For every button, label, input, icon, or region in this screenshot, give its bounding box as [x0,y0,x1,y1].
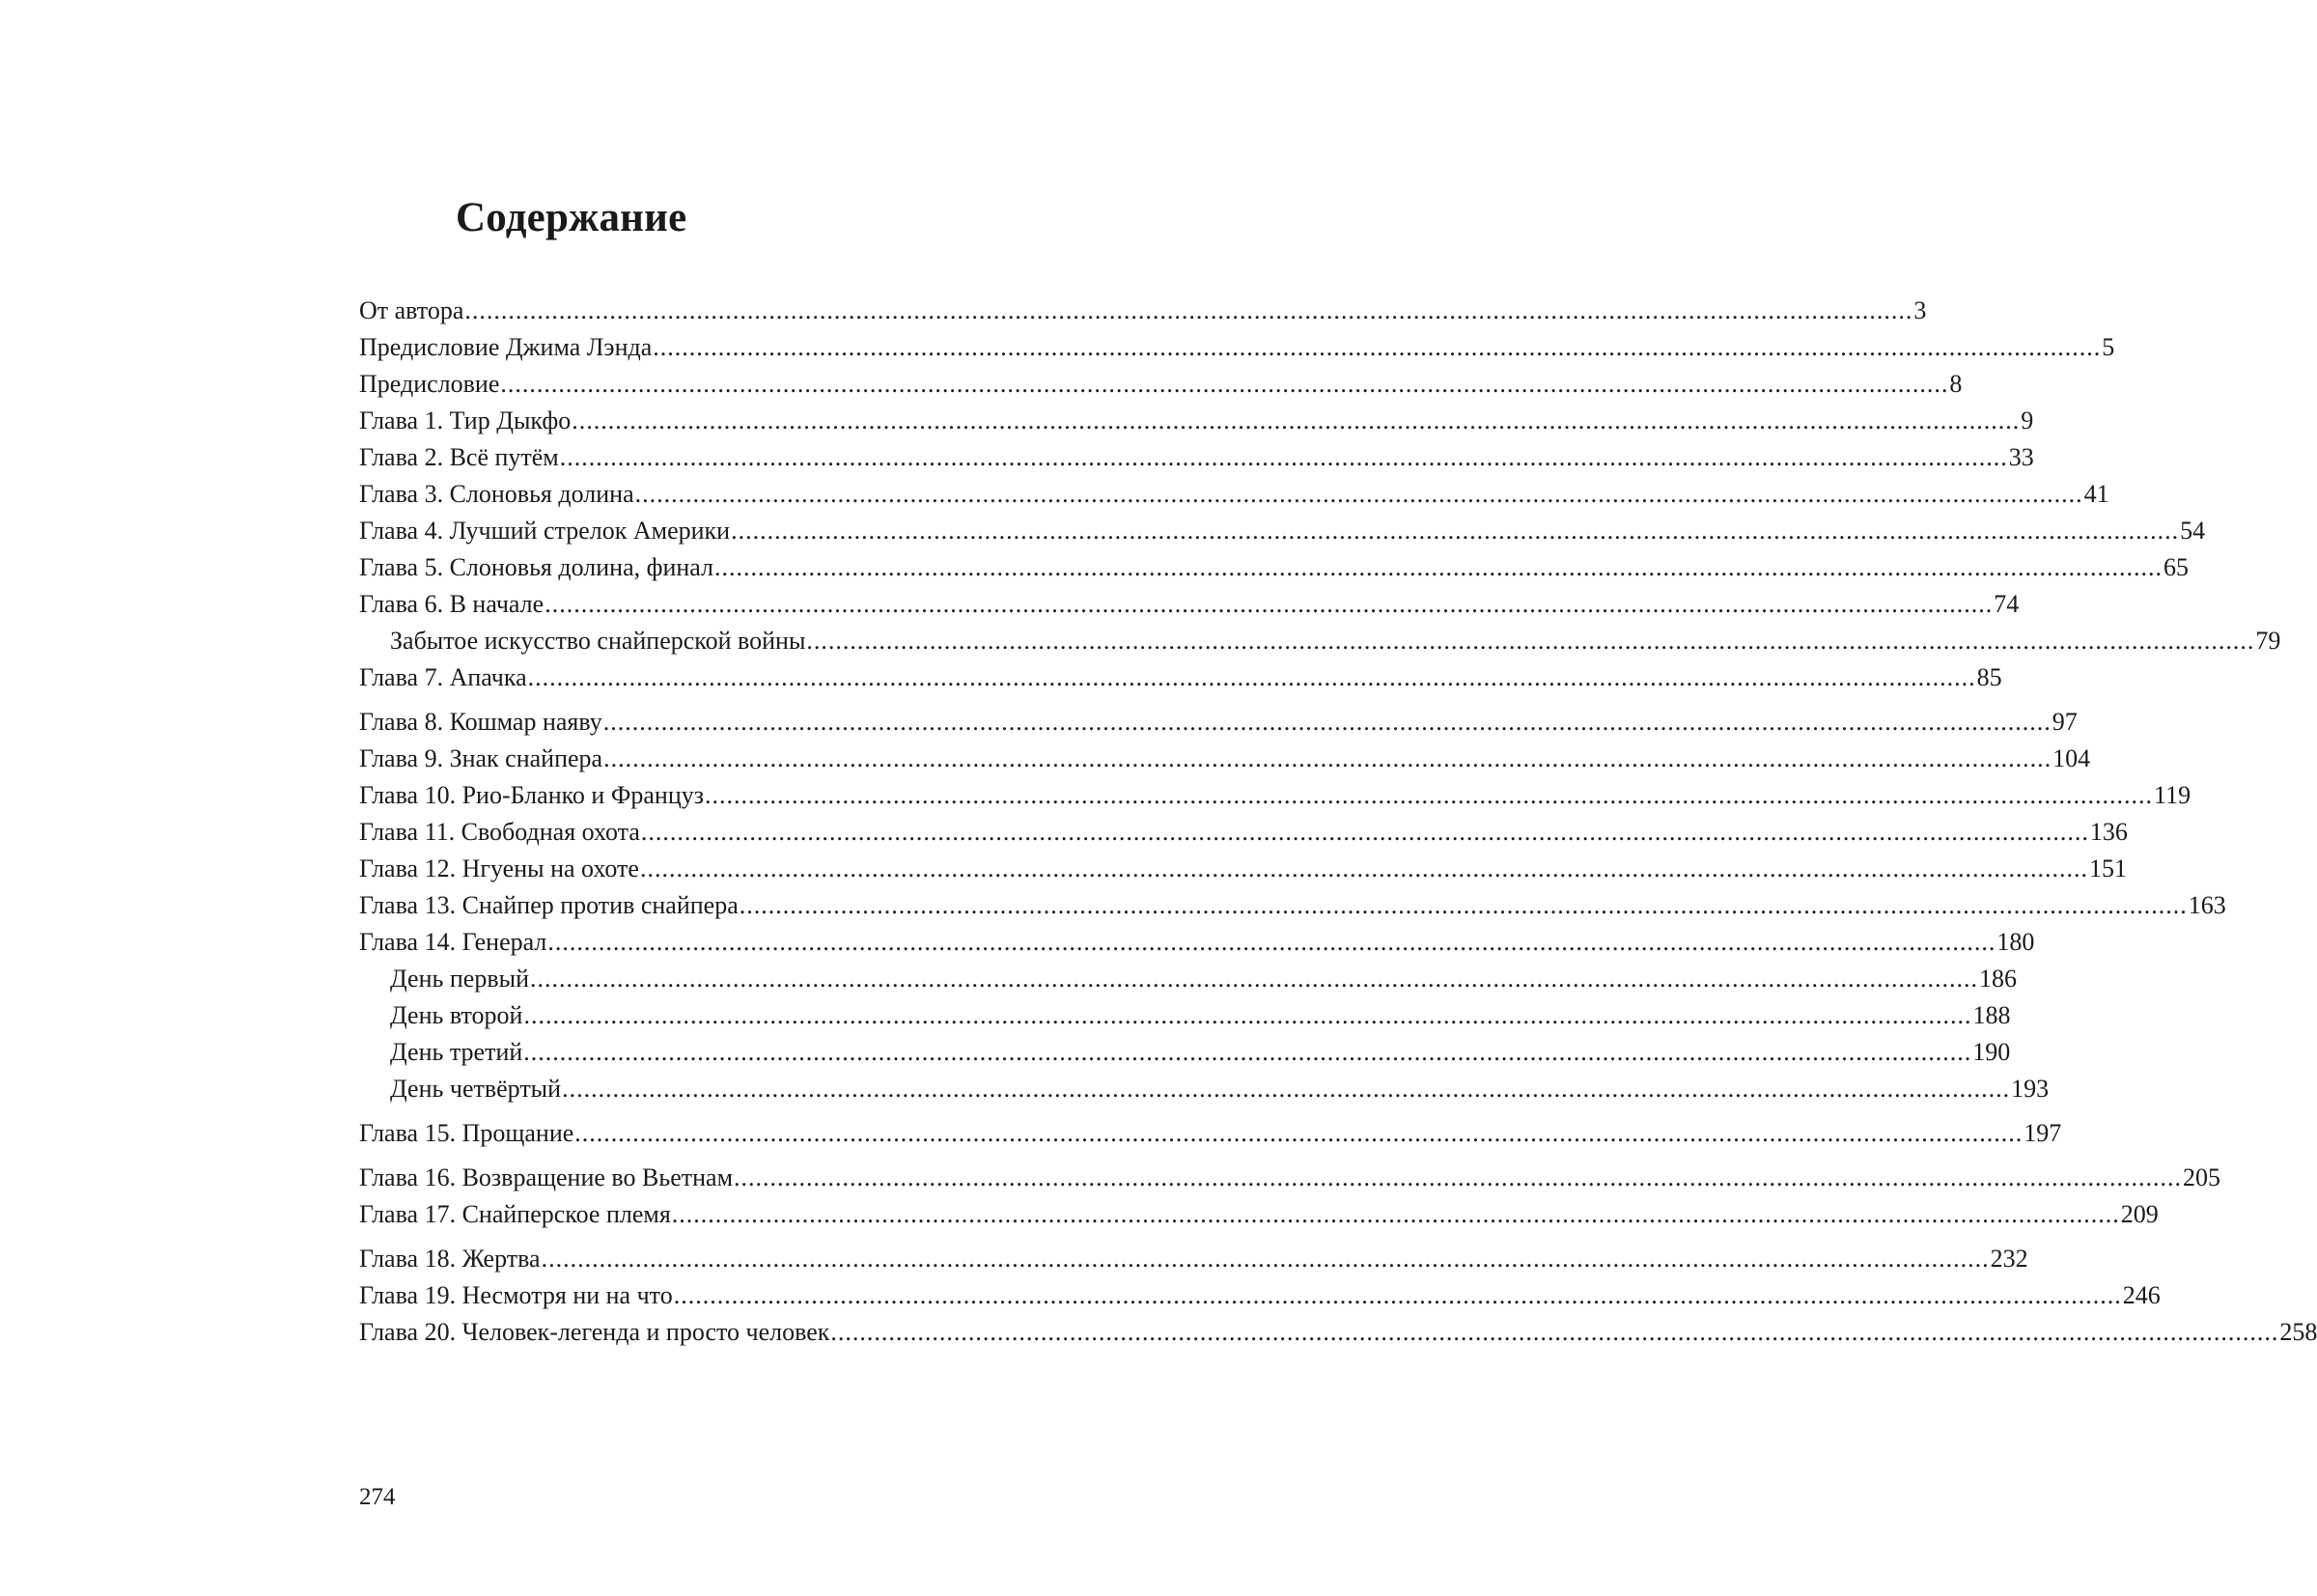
toc-entry-label: Глава 13. Снайпер против снайпера [359,891,739,919]
toc-leader-dots: ........................................................................................................................................................................................................ [653,333,2102,361]
toc-leader-dots: ........................................................................................................................................................................................................ [559,443,2008,471]
toc-entry-page: 9 [2021,406,2034,434]
toc-entry-page: 232 [1990,1245,2028,1273]
toc-entry [359,1314,2317,1351]
toc-entry-page: 197 [2024,1119,2062,1147]
toc-leader-dots: ........................................................................................................................................................................................................ [602,708,2052,736]
toc-leader-dots: ........................................................................................................................................................................................................ [830,1318,2279,1346]
toc-leader-dots: ........................................................................................................................................................................................................ [714,553,2163,581]
toc-entry [359,293,1927,329]
toc-entry-page: 33 [2008,443,2034,471]
toc-leader-dots: ........................................................................................................................................................................................................ [544,590,1994,618]
toc-entry-label: От автора [359,296,464,324]
toc-subentry [359,1034,2011,1071]
toc-entry [359,1160,2221,1196]
toc-entry-label: День второй [390,1001,523,1029]
toc-leader-dots: ........................................................................................................................................................................................................ [640,818,2089,846]
toc-leader-dots: ........................................................................................................................................................................................................ [574,1119,2024,1147]
page-number: 274 [359,1484,396,1510]
toc-subentry [359,1071,2050,1107]
toc-entry-label: Глава 12. Нгуены на охоте [359,854,639,882]
toc-entry-page: 190 [1972,1038,2011,1066]
toc-leader-dots: ........................................................................................................................................................................................................ [806,627,2255,655]
toc-entry-page: 163 [2188,891,2226,919]
toc-leader-dots: ........................................................................................................................................................................................................ [523,1001,1972,1029]
toc-entry-page: 85 [1976,663,2002,691]
toc-leader-dots: ........................................................................................................................................................................................................ [572,406,2021,434]
toc-entry-label: Глава 6. В начале [359,590,544,618]
toc-entry-label: Глава 11. Свободная охота [359,818,640,846]
toc-entry-page: 3 [1913,296,1927,324]
toc-entry-page: 65 [2163,553,2190,581]
toc-entry [359,366,1963,403]
toc-leader-dots: ........................................................................................................................................................................................................ [634,480,2083,508]
toc-entry [359,549,2190,586]
toc-entry-page: 188 [1972,1001,2011,1029]
toc-entry [359,1277,2161,1314]
toc-entry-page: 151 [2088,854,2127,882]
toc-leader-dots: ........................................................................................................................................................................................................ [639,854,2088,882]
toc-entry-page: 246 [2122,1281,2161,1309]
toc-leader-dots: ........................................................................................................................................................................................................ [734,1163,2183,1191]
toc-leader-dots: ........................................................................................................................................................................................................ [529,965,1978,993]
toc-entry-page: 41 [2083,480,2109,508]
toc-entry-label: Глава 9. Знак снайпера [359,744,603,772]
toc-entry-page: 54 [2180,517,2206,545]
toc-entry-label: Глава 5. Слоновья долина, финал [359,553,714,581]
toc-entry-label: Глава 15. Прощание [359,1119,574,1147]
toc-entry [359,924,2035,961]
toc-entry [359,439,2034,476]
toc-entry [359,476,2109,513]
toc-entry-label: Глава 8. Кошмар наяву [359,708,602,736]
toc-entry-page: 8 [1949,370,1963,398]
toc-leader-dots: ........................................................................................................................................................................................................ [673,1281,2122,1309]
toc-leader-dots: ........................................................................................................................................................................................................ [500,370,1949,398]
toc-entry-page: 209 [2120,1200,2159,1228]
toc-entry-page: 119 [2154,781,2191,809]
toc-leader-dots: ........................................................................................................................................................................................................ [731,517,2180,545]
toc-entry [359,659,2002,696]
toc-entry-label: Предисловие Джима Лэнда [359,333,653,361]
toc-entry [359,704,2078,741]
toc-entry-label: День третий [390,1038,523,1066]
toc-entry-label: Глава 19. Несмотря ни на что [359,1281,673,1309]
toc-leader-dots: ........................................................................................................................................................................................................ [541,1245,1990,1273]
table-of-contents [359,293,2317,1351]
toc-entry [359,741,2091,777]
toc-entry-label: Глава 18. Жертва [359,1245,541,1273]
toc-leader-dots: ........................................................................................................................................................................................................ [603,744,2052,772]
toc-entry [359,329,2115,366]
toc-entry [359,1241,2028,1277]
toc-entry-page: 5 [2102,333,2115,361]
toc-leader-dots: ........................................................................................................................................................................................................ [523,1038,1972,1066]
toc-entry-label: Глава 16. Возвращение во Вьетнам [359,1163,734,1191]
toc-subentry [359,997,2011,1034]
toc-entry-page: 74 [1994,590,2020,618]
toc-entry-label: Глава 2. Всё путём [359,443,559,471]
toc-entry [359,513,2206,549]
toc-entry-label: Предисловие [359,370,500,398]
toc-leader-dots: ........................................................................................................................................................................................................ [739,891,2188,919]
toc-entry-page: 258 [2279,1318,2317,1346]
toc-subentry [359,623,2281,659]
toc-entry-page: 205 [2183,1163,2221,1191]
toc-leader-dots: ........................................................................................................................................................................................................ [464,296,1913,324]
toc-entry-page: 193 [2011,1075,2050,1103]
toc-entry-label: День четвёртый [390,1075,562,1103]
page-title: Содержание [456,195,687,240]
toc-entry-page: 97 [2052,708,2078,736]
toc-leader-dots: ........................................................................................................................................................................................................ [547,928,1996,956]
toc-entry-label: Глава 20. Человек-легенда и просто человек [359,1318,830,1346]
toc-entry [359,851,2127,887]
toc-entry-label: День первый [390,965,529,993]
toc-entry-label: Глава 1. Тир Дыкфо [359,406,572,434]
toc-entry-page: 136 [2089,818,2128,846]
toc-entry [359,586,2020,623]
toc-entry-label: Забытое искусство снайперской войны [390,627,806,655]
toc-entry-label: Глава 10. Рио-Бланко и Француз [359,781,705,809]
toc-entry [359,887,2226,924]
toc-subentry [359,961,2017,997]
toc-entry-label: Глава 17. Снайперское племя [359,1200,671,1228]
toc-entry-page: 186 [1978,965,2017,993]
toc-leader-dots: ........................................................................................................................................................................................................ [527,663,1976,691]
toc-entry [359,814,2128,851]
toc-leader-dots: ........................................................................................................................................................................................................ [705,781,2154,809]
toc-entry-page: 79 [2255,627,2281,655]
toc-entry-label: Глава 14. Генерал [359,928,547,956]
toc-entry [359,777,2191,814]
toc-leader-dots: ........................................................................................................................................................................................................ [671,1200,2120,1228]
toc-entry-label: Глава 3. Слоновья долина [359,480,634,508]
toc-entry [359,403,2034,439]
toc-entry-page: 104 [2052,744,2091,772]
toc-entry-label: Глава 7. Апачка [359,663,527,691]
toc-entry-page: 180 [1996,928,2035,956]
toc-leader-dots: ........................................................................................................................................................................................................ [562,1075,2011,1103]
toc-entry-label: Глава 4. Лучший стрелок Америки [359,517,731,545]
toc-entry [359,1115,2062,1152]
toc-entry [359,1196,2159,1233]
